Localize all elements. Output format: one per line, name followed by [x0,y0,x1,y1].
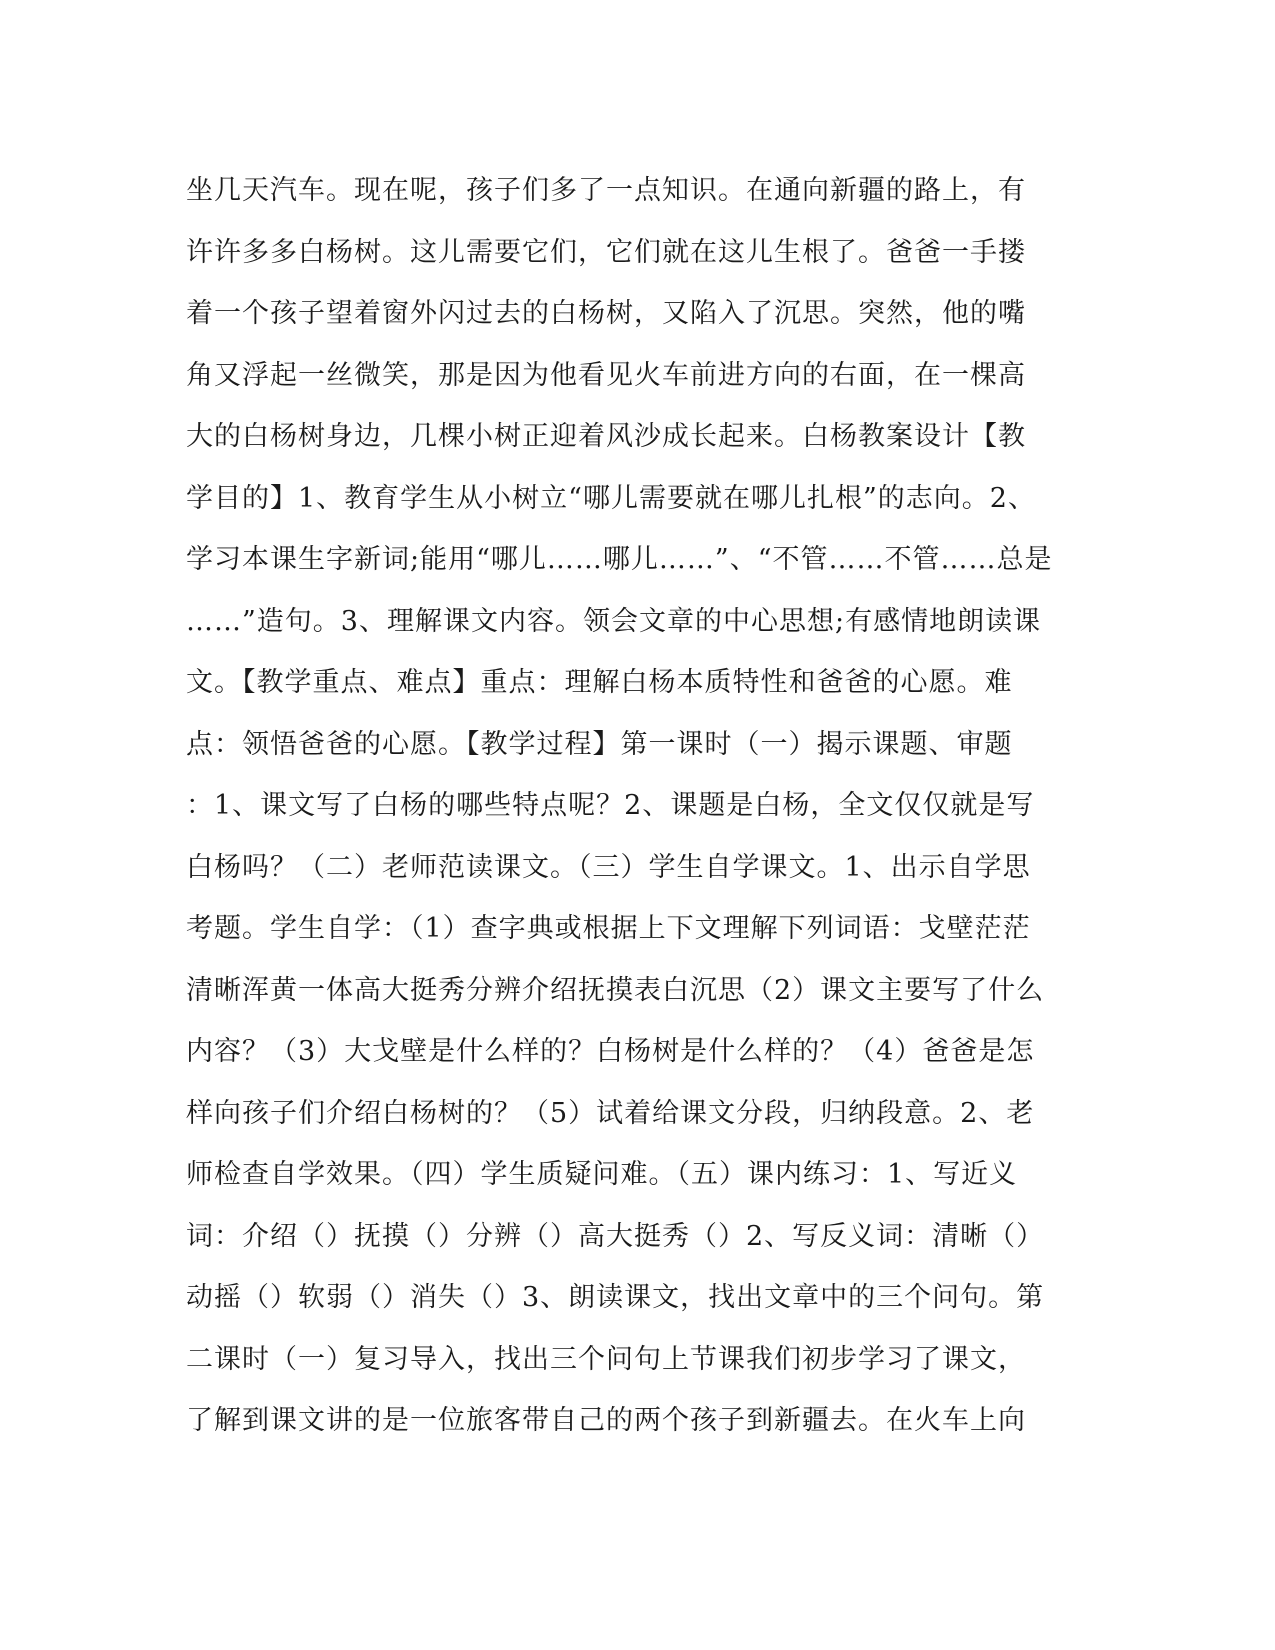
text-line: 学习本课生字新词;能用“哪儿……哪儿……”、“不管……不管……总是 [186,544,1053,575]
text-line: 内容？（3）大戈壁是什么样的？白杨树是什么样的？（4）爸爸是怎 [186,1036,1035,1067]
text-line: 词：介绍（）抚摸（）分辨（）高大挺秀（）2、写反义词：清晰（） [186,1220,1045,1252]
text-line: 了解到课文讲的是一位旅客带自己的两个孩子到新疆去。在火车上向 [186,1405,1026,1436]
text-line: 角又浮起一丝微笑，那是因为他看见火车前进方向的右面，在一棵高 [186,359,1026,391]
document-body [186,160,1086,1452]
text-line: 点：领悟爸爸的心愿。【教学过程】第一课时（一）揭示课题、审题 [186,728,1013,760]
text-line: 二课时（一）复习导入，找出三个问句上节课我们初步学习了课文， [186,1343,1026,1375]
text-line: 学目的】1、教育学生从小树立“哪儿需要就在哪儿扎根”的志向。2、 [186,482,1036,514]
text-line: ：1、课文写了白杨的哪些特点呢？2、课题是白杨，全文仅仅就是写 [186,790,1035,821]
text-line: 坐几天汽车。现在呢，孩子们多了一点知识。在通向新疆的路上，有 [186,175,1026,206]
text-line: ……”造句。3、理解课文内容。领会文章的中心思想;有感情地朗读课 [186,605,1042,637]
text-line: 师检查自学效果。（四）学生质疑问难。（五）课内练习：1、写近义 [186,1159,1018,1190]
text-line: 许许多多白杨树。这儿需要它们，它们就在这儿生根了。爸爸一手搂 [186,236,1026,268]
text-line: 动摇（）软弱（）消失（）3、朗读课文，找出文章中的三个问句。第 [186,1282,1045,1313]
text-line: 清晰浑黄一体高大挺秀分辨介绍抚摸表白沉思（2）课文主要写了什么 [186,974,1045,1006]
text-line: 考题。学生自学：（1）查字典或根据上下文理解下列词语：戈壁茫茫 [186,913,1031,944]
text-line: 样向孩子们介绍白杨树的？（5）试着给课文分段，归纳段意。2、老 [186,1097,1035,1129]
text-line: 白杨吗？（二）老师范读课文。（三）学生自学课文。1、出示自学思 [186,851,1031,883]
text-line: 着一个孩子望着窗外闪过去的白杨树，又陷入了沉思。突然，他的嘴 [186,298,1026,329]
text-line: 大的白杨树身边，几棵小树正迎着风沙成长起来。白杨教案设计【教 [186,421,1026,452]
text-line: 文。【教学重点、难点】重点：理解白杨本质特性和爸爸的心愿。难 [186,667,1013,698]
